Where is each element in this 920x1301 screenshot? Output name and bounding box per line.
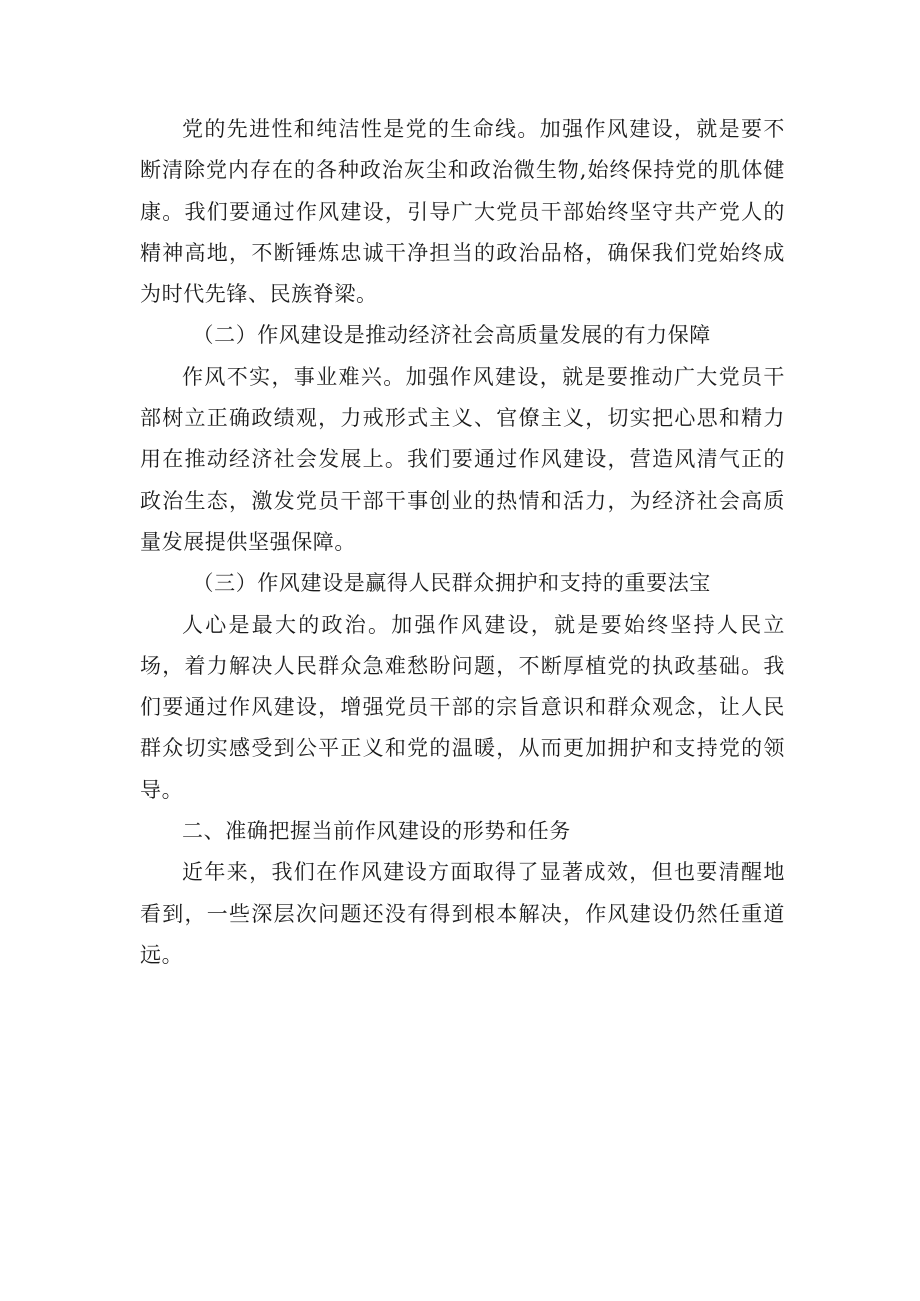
- paragraph-economic-development: 作风不实，事业难兴。加强作风建设，就是要推动广大党员干部树立正确政绩观，力戒形式主义、官僚主义，切实把心思和精力用在推动经济社会发展上。我们要通过作风建设，营造风清气正的政治生态，激发党员干部干事创业的热情和活力，为经济社会高质量发展提供坚强保障。: [140, 364, 785, 554]
- subheading-2: （二）作风建设是推动经济社会高质量发展的有力保障: [192, 323, 711, 348]
- subheading-3: （三）作风建设是赢得人民群众拥护和支持的重要法宝: [192, 571, 711, 596]
- paragraph-people-support: 人心是最大的政治。加强作风建设，就是要始终坚持人民立场，着力解决人民群众急难愁盼问题，不断厚植党的执政基础。我们要通过作风建设，增强党员干部的宗旨意识和群众观念，让人民群众切实感受到公平正义和党的温暖，从而更加拥护和支持党的领导。: [140, 612, 785, 802]
- paragraph-party-advancement: 党的先进性和纯洁性是党的生命线。加强作风建设，就是要不断清除党内存在的各种政治灰尘和政治微生物,始终保持党的肌体健康。我们要通过作风建设，引导广大党员干部始终坚守共产党人的精神高地，不断锤炼忠诚干净担当的政治品格，确保我们党始终成为时代先锋、民族脊梁。: [140, 117, 785, 307]
- paragraph-recent-years: 近年来，我们在作风建设方面取得了显著成效，但也要清醒地看到，一些深层次问题还没有得到根本解决，作风建设仍然任重道远。: [140, 860, 785, 967]
- document-body: [140, 109, 785, 976]
- section-heading-2: 二、准确把握当前作风建设的形势和任务: [182, 819, 571, 844]
